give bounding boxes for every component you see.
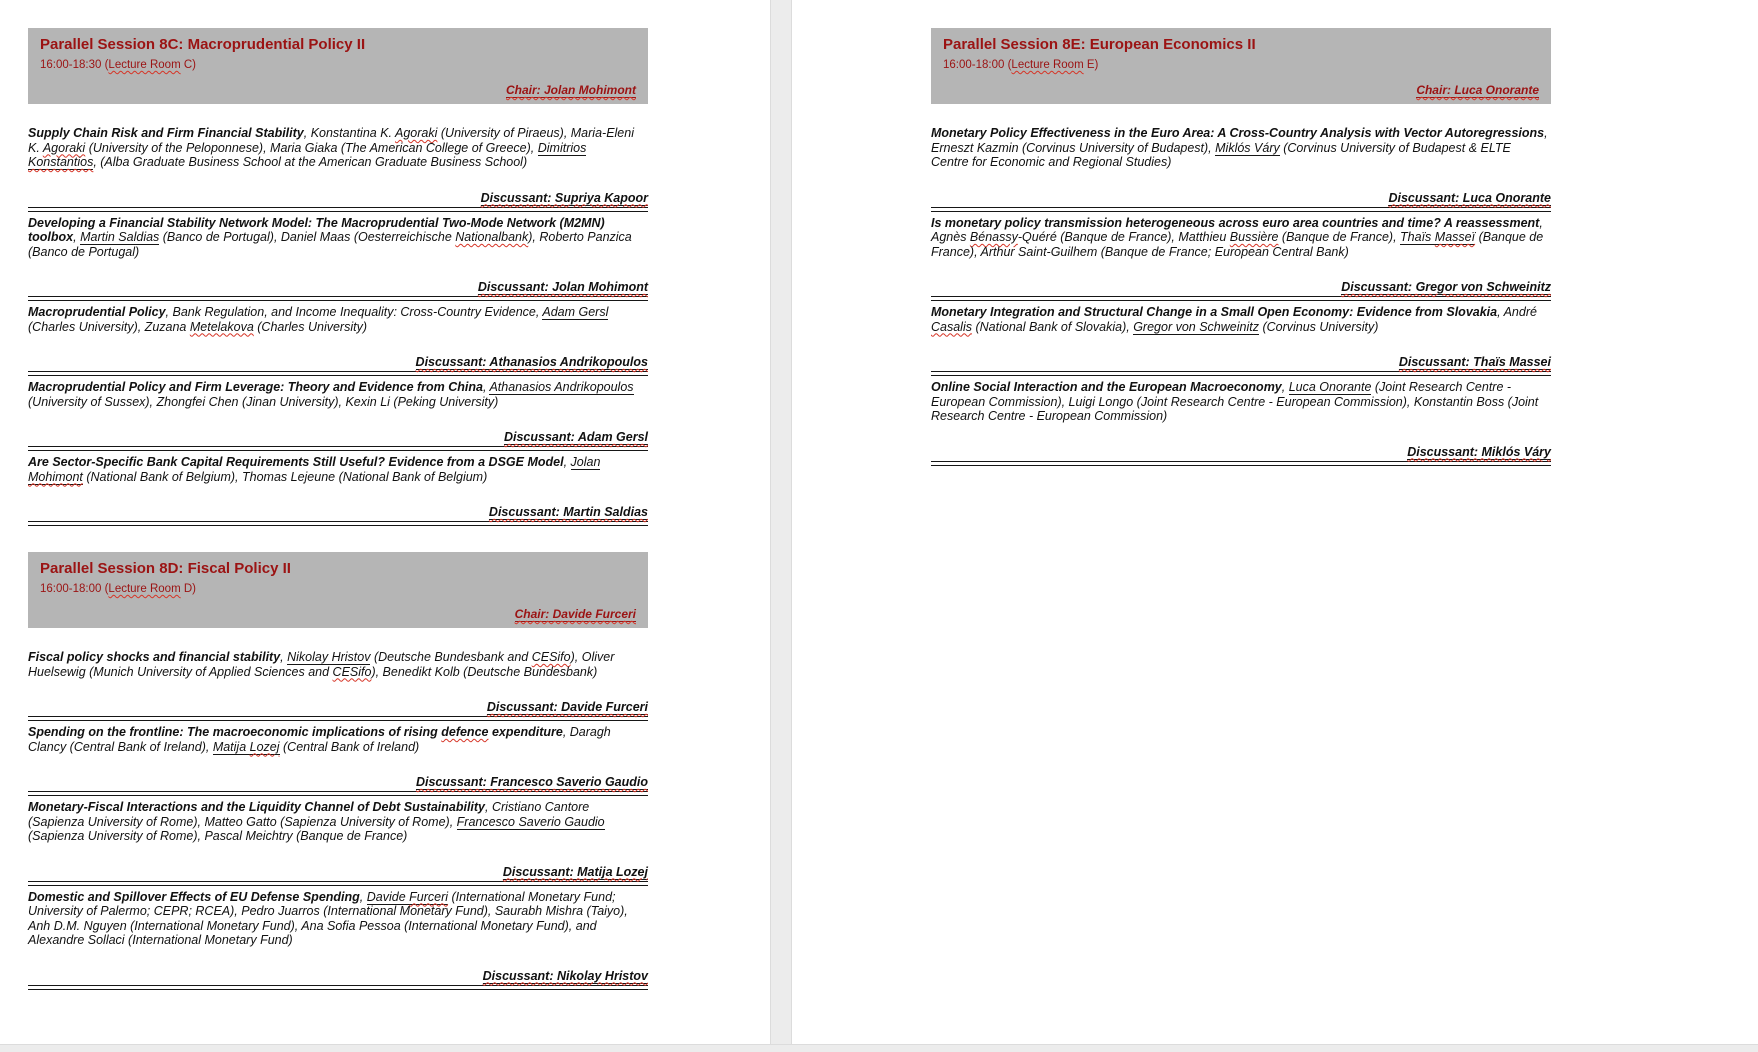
text-run: (Sapienza University of Rome), Pascal Meichtry (Banque de France) <box>28 829 408 843</box>
session-title: Parallel Session 8E: European Economics II <box>943 36 1256 53</box>
paper-title: expenditure <box>488 725 563 739</box>
section-divider <box>931 296 1551 301</box>
section-divider <box>28 521 648 526</box>
section-divider <box>28 791 648 796</box>
discussant-link[interactable]: Discussant: Supriya Kapoor <box>480 190 648 205</box>
text-run: D) <box>180 583 196 595</box>
discussant-row <box>931 280 1551 294</box>
page-left-content <box>28 28 648 990</box>
discussant-row <box>28 505 648 519</box>
session-time <box>40 58 636 73</box>
text-run: Nationalbank <box>455 230 529 244</box>
paper-entry <box>28 305 648 334</box>
text-run: Lecture Room <box>108 59 181 71</box>
text-run: CESifo <box>332 664 372 679</box>
discussant-link[interactable]: Discussant: Luca Onorante <box>1388 190 1551 205</box>
text-run: (Joint Research Centre - European Commission), Luigi Longo (Joint Research Centre - European Commission), Konstantin Boss (Joint Research Centre - European Commission) <box>931 380 1539 423</box>
text-run: ), Oliver Huelsewig (Munich University of Applied Sciences and <box>28 650 615 679</box>
text-run: Agoraki <box>42 140 86 155</box>
author-link[interactable]: Matija <box>212 739 250 754</box>
discussant-link[interactable]: Discussant: Davide Furceri <box>486 700 648 714</box>
paper-title: Developing a Financial Stability Network Model: The Macroprudential Two-Mode Network (M2MN) toolbox <box>28 215 605 244</box>
session-time <box>40 582 636 597</box>
text-run: Casalis <box>931 319 972 334</box>
paper-title: Monetary-Fiscal Interactions and the Liquidity Channel of Debt Sustainability <box>28 800 486 814</box>
discussant-row <box>28 430 648 444</box>
author-link[interactable]: Dimitrios <box>537 140 587 155</box>
author-link[interactable]: Mohimont <box>28 469 83 484</box>
session-chair-row <box>40 607 636 622</box>
text-run: Bénassy <box>969 230 1018 244</box>
text-run: , <box>482 380 490 394</box>
section-divider <box>931 371 1551 376</box>
session-chair-row <box>40 83 636 98</box>
session-8c-header <box>28 28 648 104</box>
paper-title: Supply Chain Risk and Firm Financial Stability <box>28 126 304 140</box>
text-run: 16:00-18:00 ( <box>943 59 1012 71</box>
discussant-row <box>28 775 648 789</box>
paper-title: Monetary Policy Effectiveness in the Euro Area: A Cross-Country Analysis with Vector Autoregressions <box>931 126 1545 140</box>
section-divider <box>28 207 648 212</box>
text-run: , André <box>1497 305 1537 319</box>
section-divider <box>28 371 648 376</box>
section-divider <box>931 207 1551 212</box>
text-run: (Corvinus University of Budapest & ELTE Centre for Economic and Regional Studies) <box>931 140 1511 169</box>
session-8d <box>28 552 648 990</box>
section-divider <box>28 446 648 451</box>
section-divider <box>28 985 648 990</box>
text-run: , <box>73 230 81 244</box>
page-bottom-edge <box>0 1044 1758 1052</box>
text-run: , Erneszt Kazmin (Corvinus University of Budapest), <box>931 126 1548 155</box>
author-link[interactable]: Luca Onorante <box>1288 380 1372 394</box>
paper-entry <box>28 380 648 409</box>
discussant-row <box>28 700 648 714</box>
paper-entry <box>28 800 648 844</box>
discussant-link[interactable]: Discussant: Jolan Mohimont <box>477 280 648 294</box>
chair-link[interactable]: Chair: Luca Onorante <box>1416 83 1539 97</box>
text-run: Lecture Room <box>108 583 181 595</box>
section-divider <box>28 296 648 301</box>
discussant-link[interactable]: Discussant: Thaïs Massei <box>1398 355 1551 369</box>
session-chair-row <box>943 83 1539 98</box>
text-run: , Cristiano Cantore (Sapienza University of Rome), Matteo Gatto (Sapienza University of Rome), <box>28 800 590 829</box>
text-run: (Central Bank of Ireland) <box>279 739 420 754</box>
author-link[interactable]: Gregor von Schweinitz <box>1133 319 1259 334</box>
text-run: 16:00-18:00 ( <box>40 583 109 595</box>
chair-link[interactable]: Chair: Davide Furceri <box>514 607 636 621</box>
author-link[interactable]: Lozej <box>249 739 280 754</box>
paper-title: Monetary Integration and Structural Change in a Small Open Economy: Evidence from Slovakia <box>931 305 1498 319</box>
text-run: , Konstantina K. <box>303 126 396 140</box>
paper-title: defence <box>441 725 489 739</box>
text-run: , <box>1281 380 1289 394</box>
paper-entry <box>28 455 648 484</box>
paper-entry <box>28 650 648 679</box>
session-8e <box>931 28 1551 466</box>
text-run: , <box>563 455 571 469</box>
paper-entry <box>931 126 1551 170</box>
session-8e-header <box>931 28 1551 104</box>
document-page-right <box>792 0 1758 1044</box>
paper-title: Are Sector-Specific Bank Capital Requirements Still Useful? Evidence from a DSGE Model <box>28 455 564 469</box>
author-link[interactable]: Furceri <box>409 889 449 904</box>
text-run: E) <box>1083 59 1099 71</box>
text-run: (Charles University), Zuzana <box>28 319 190 334</box>
discussant-row <box>931 191 1551 205</box>
paper-title: Macroprudential Policy <box>28 305 166 319</box>
paper-entry <box>931 305 1551 334</box>
discussant-row <box>28 280 648 294</box>
discussant-row <box>931 355 1551 369</box>
text-run: (Corvinus University) <box>1258 319 1379 334</box>
discussant-link[interactable]: Discussant: Martin Saldias <box>488 505 648 519</box>
session-8d-header <box>28 552 648 628</box>
paper-entry <box>28 126 648 170</box>
paper-title: Is monetary policy transmission heterogeneous across euro area countries and time? A reassessment <box>931 215 1540 230</box>
text-run: , (Alba Graduate Business School at the American Graduate Business School) <box>93 155 528 169</box>
section-divider <box>28 881 648 886</box>
session-time <box>943 58 1539 73</box>
text-run: Metelakova <box>189 319 254 334</box>
discussant-link[interactable]: Discussant: Miklós Váry <box>1407 444 1551 459</box>
section-divider <box>28 716 648 721</box>
paper-entry <box>931 216 1551 260</box>
author-link[interactable]: Francesco Saverio Gaudio <box>456 814 605 829</box>
chair-link[interactable]: Chair: Jolan Mohimont <box>506 83 636 97</box>
author-link[interactable]: Jolan <box>570 455 601 469</box>
author-link[interactable]: Athanasios Andrikopoulos <box>489 380 634 394</box>
text-run: Agoraki <box>395 126 438 140</box>
text-run: (National Bank of Belgium), Thomas Lejeune (National Bank of Belgium) <box>82 469 488 484</box>
text-run: (National Bank of Slovakia), <box>972 319 1134 334</box>
text-run: Lecture Room <box>1011 59 1084 71</box>
section-divider <box>931 461 1551 466</box>
author-link[interactable]: Martin Saldias <box>80 230 160 244</box>
text-run: CESifo <box>531 650 571 664</box>
text-run: , <box>280 650 288 664</box>
page-right-content <box>931 28 1551 466</box>
discussant-row <box>931 445 1551 459</box>
author-link[interactable]: Konstantios <box>28 155 94 169</box>
text-run: (Banco de Portugal), Daniel Maas (Oesterreichische <box>159 230 456 244</box>
text-run: , <box>359 889 367 904</box>
text-run: -Quéré (Banque de France), Matthieu <box>1017 230 1230 244</box>
text-run: (Banque de France), Arthur Saint-Guilhem (Banque de France; European Central Bank) <box>931 230 1544 259</box>
text-run: C) <box>180 59 196 71</box>
text-run: , Bank Regulation, and Income Inequality: Cross-Country Evidence, <box>165 305 543 319</box>
author-link[interactable]: Thaïs <box>1400 230 1435 244</box>
author-link[interactable]: Masseï <box>1434 230 1476 244</box>
paper-entry <box>28 890 648 948</box>
paper-title: Fiscal policy shocks and financial stability <box>28 650 281 664</box>
discussant-link[interactable]: Discussant: Matija Lozej <box>502 864 648 879</box>
text-run: , Agnès <box>931 215 1543 244</box>
discussant-row <box>28 355 648 369</box>
discussant-link[interactable]: Discussant: Nikolay Hristov <box>482 968 648 983</box>
paper-entry <box>28 725 648 754</box>
text-run: (Deutsche Bundesbank and <box>370 650 532 664</box>
session-title: Parallel Session 8C: Macroprudential Policy II <box>40 36 366 53</box>
paper-entry <box>28 216 648 260</box>
text-run: ), Benedikt Kolb (Deutsche Bundesbank) <box>371 664 598 679</box>
discussant-row <box>28 191 648 205</box>
author-link[interactable]: Miklós Váry <box>1215 140 1280 155</box>
discussant-row <box>28 969 648 983</box>
page-gutter <box>770 0 792 1052</box>
paper-entry <box>931 380 1551 424</box>
session-title: Parallel Session 8D: Fiscal Policy II <box>40 560 291 577</box>
discussant-link[interactable]: Discussant: Gregor von Schweinitz <box>1341 280 1551 294</box>
text-run: , Daragh Clancy (Central Bank of Ireland), <box>28 725 611 754</box>
text-run: ), Roberto Panzica (Banco de Portugal) <box>28 230 632 259</box>
discussant-link[interactable]: Discussant: Adam Gersl <box>503 430 648 444</box>
discussant-row <box>28 865 648 879</box>
author-link[interactable]: Davide <box>366 889 410 904</box>
paper-title: Macroprudential Policy and Firm Leverage: Theory and Evidence from China <box>28 380 483 394</box>
text-run: 16:00-18:30 ( <box>40 59 109 71</box>
text-run: (University of Sussex), Zhongfei Chen (Jinan University), Kexin Li (Peking University) <box>28 394 499 409</box>
author-link[interactable]: Nikolay Hristov <box>287 650 371 664</box>
discussant-link[interactable]: Discussant: Francesco Saverio Gaudio <box>415 775 648 789</box>
text-run: (Charles University) <box>253 319 368 334</box>
text-run: (University of the Peloponnese), Maria Giaka (The American College of Greece), <box>85 140 538 155</box>
paper-title: Online Social Interaction and the European Macroeconomy <box>931 380 1282 394</box>
session-8c <box>28 28 648 526</box>
paper-title: Domestic and Spillover Effects of EU Defense Spending <box>28 889 360 904</box>
text-run: (University of Piraeus), Maria-Eleni K. <box>28 126 634 155</box>
document-page-left <box>0 0 770 1044</box>
text-run: (Banque de France), <box>1278 230 1401 244</box>
text-run: (International Monetary Fund; University of Palermo; CEPR; RCEA), Pedro Juarros (International Monetary Fund), Saurabh Mishra (Taiyo), Anh D.M. Nguyen (International Monetary Fund), Ana Sofia Pessoa (International Monetary Fund), and Alexandre Sollaci (International Monetary Fund) <box>28 889 628 947</box>
paper-title: Spending on the frontline: The macroeconomic implications of rising <box>28 725 442 739</box>
discussant-link[interactable]: Discussant: Athanasios Andrikopoulos <box>415 355 648 369</box>
author-link[interactable]: Adam Gersl <box>542 305 609 319</box>
text-run: Bussière <box>1229 230 1279 244</box>
